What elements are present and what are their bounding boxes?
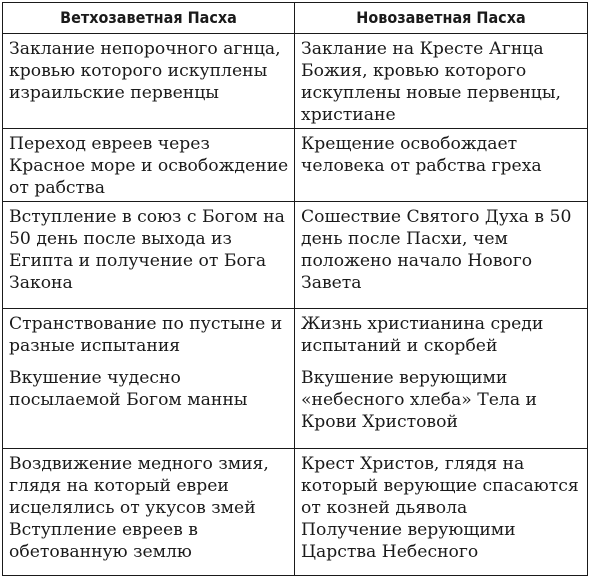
cell-text: Заклание на Кресте Агнца Божия, кровью которого искуплены новые первенцы, христиане — [301, 39, 562, 125]
cell-text: Крест Христов, глядя на который верующие спасаются от козней дьявола — [301, 454, 579, 519]
cell-new — [295, 128, 588, 201]
cell-old — [3, 308, 295, 449]
table-row — [3, 128, 588, 201]
header-old-testament: Ветхозаветная Пасха — [3, 3, 295, 34]
cell-text: Крещение освобождает человека от рабства греха — [301, 133, 542, 176]
cell-new — [295, 34, 588, 129]
cell-text: Заклание непорочного агнца, кровью которого искуплены израильские первенцы — [9, 39, 281, 103]
cell-old — [3, 202, 295, 308]
comparison-table — [2, 2, 588, 576]
cell-text: Получение верующими Царства Небесного — [301, 520, 516, 563]
cell-old — [3, 128, 295, 201]
table-row — [3, 202, 588, 308]
cell-text: Воздвижение медного змия, глядя на который евреи исцелялись от укусов змей — [9, 454, 269, 519]
cell-new — [295, 308, 588, 449]
header-row — [3, 3, 588, 34]
table-row — [3, 308, 588, 449]
cell-text: Жизнь христианина среди испытаний и скорбей — [301, 313, 544, 356]
cell-text: Вступление в союз с Богом на 50 день после выхода из Египта и получение от Бога Закона — [9, 207, 285, 294]
cell-old — [3, 34, 295, 129]
cell-text: Вкушение верующими «небесного хлеба» Тела и Крови Христовой — [301, 367, 537, 432]
table-row — [3, 449, 588, 576]
cell-text: Странствование по пустыне и разные испытания — [9, 313, 283, 356]
cell-new — [295, 202, 588, 308]
cell-text: Переход евреев через Красное море и освобождение от рабства — [9, 133, 289, 198]
table-row — [3, 34, 588, 129]
cell-text: Вкушение чудесно посылаемой Богом манны — [9, 367, 248, 410]
cell-text: Вступление евреев в обетованную землю — [9, 520, 198, 563]
header-new-testament: Новозаветная Пасха — [295, 3, 588, 34]
cell-new — [295, 449, 588, 576]
cell-text: Сошествие Святого Духа в 50 день после Пасхи, чем положено начало Нового Завета — [301, 207, 572, 294]
cell-old — [3, 449, 295, 576]
